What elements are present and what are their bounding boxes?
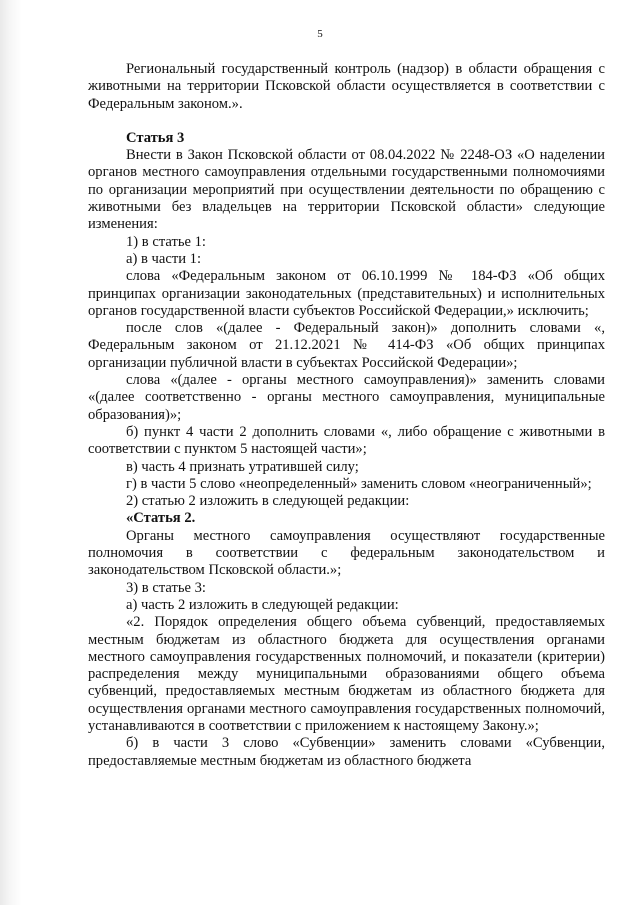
article-2-heading: «Статья 2. [126,510,196,527]
document-body [88,61,605,770]
paragraph-control-supervision: Региональный государственный контроль (надзор) в области обращения с животными на территории Псковской области осуществляется в соответствии с Федеральным законом.». [88,61,605,112]
list-item-2: 2) статью 2 изложить в следующей редакции: [126,493,410,510]
list-item-1b: б) пункт 4 части 2 дополнить словами «, либо обращение с животными в соответствии с пунктом 5 настоящей части»; [88,423,605,458]
page-number: 5 [317,28,323,40]
list-item-1: 1) в статье 1: [126,233,206,250]
paragraph-words-exclude: слова «Федеральным законом от 06.10.1999 № 184-ФЗ «Об общих принципах организации законодательных (представительных) и исполнительных органов государственной власти субъектов Российской Федерации,» исключить; [88,268,605,319]
list-item-1a: а) в части 1: [126,250,202,267]
list-item-3b: б) в части 3 слово «Субвенции» заменить словами «Субвенции, предоставляемые местным бюджетам из областного бюджета [88,735,605,769]
paragraph-article-2-text: Органы местного самоуправления осуществляют государственные полномочия в соответствии с федеральным законодательством и законодательством Псковской области.»; [88,527,605,579]
article-3-heading: Статья 3 [126,129,185,146]
list-item-1v: в) часть 4 признать утратившей силу; [126,458,359,475]
paragraph-after-words: после слов «(далее - Федеральный закон)» дополнить словами «, Федеральным законом от 21.12.2021 № 414-ФЗ «Об общих принципах организации публичной власти в субъектах Российской Федерации»; [88,320,605,371]
paragraph-words-replace: слова «(далее - органы местного самоуправления)» заменить словами «(далее соответственно - органы местного самоуправления, муниципальные образования)»; [88,372,605,423]
paragraph-amendments-intro: Внести в Закон Псковской области от 08.04.2022 № 2248-ОЗ «О наделении органов местного самоуправления отдельными государственными полномочиями по организации мероприятий при осуществлении деятельности по обращению с животными без владельцев на территории Псковской области» следующие изменения: [88,147,605,233]
list-item-1g: г) в части 5 слово «неопределенный» заменить словом «неограниченный»; [126,475,592,492]
list-item-3a: а) часть 2 изложить в следующей редакции: [126,596,399,613]
list-item-3: 3) в статье 3: [126,579,206,596]
scan-binding-edge [0,0,22,905]
paragraph-subvention-procedure: «2. Порядок определения общего объема субвенций, предоставляемых местным бюджетам из областного бюджета для осуществления органами местного самоуправления государственных полномочий, и показатели (критерии) распределения между муниципальными образованиями общего объема субвенций, предоставляемых местным бюджетам из областного бюджета для осуществления органами местного самоуправления государственных полномочий, устанавливаются в соответствии с приложением к настоящему Закону.»; [88,614,605,734]
